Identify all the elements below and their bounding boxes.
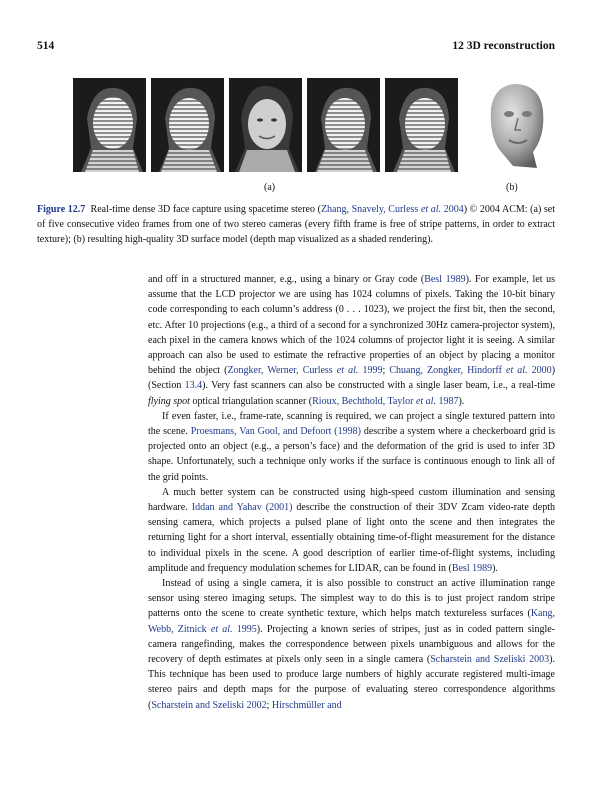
citation-link[interactable]: Zongker, Werner, Curless et al. 1999 bbox=[227, 365, 383, 377]
paragraph-1: and off in a structured manner, e.g., using a binary or Gray code (Besl 1989). For example, let us assume that the LCD projector we are using has 1024 columns of pixels. Taking the 10-bit binary code corresponding to each column’s address (0 . . . 1023), we project the first bit, then the second, etc. After 10 projections (e.g., a third of a second for a synchronized 30Hz camera-projector system), each pixel in the camera knows which of the 1024 columns of projector light it is seeing. A similar approach can also be used to estimate the refractive properties of an object by placing a monitor behind the object (Zongker, Werner, Curless et al. 1999; Chuang, Zongker, Hindorff et al. 2000) (Section 13.4). Very fast scanners can also be constructed with a single laser beam, i.e., a real-time flying spot optical triangulation scanner (Rioux, Bechthold, Taylor et al. 1987). bbox=[148, 274, 556, 407]
paragraph-4: Instead of using a single camera, it is also possible to construct an active illumination range sensor using stereo imaging setups. The simplest way to do this is to just project random stripe patterns onto the scene to create synthetic texture, which helps match textureless surfaces (Kang, Webb, Zitnick et al. 1995). Projecting a known series of stripes, just as in coded pattern single-camera rangefinding, makes the correspondence between pixels unambiguous and allows for the recovery of depth estimates at pixels only seen in a single camera (Scharstein and Szeliski 2003). This technique has been used to produce large numbers of highly accurate registered multi-image stereo pairs and depth maps for the purpose of evaluating stereo correspondence algorithms (Scharstein and Szeliski 2002; Hirschmüller and bbox=[148, 578, 555, 711]
video-frame-3-texture bbox=[229, 78, 302, 172]
citation-link[interactable]: Chuang, Zongker, Hindorff et al. 2000 bbox=[389, 365, 552, 377]
citation-link[interactable]: Proesmans, Van Gool, and Defoort (1998) bbox=[190, 426, 361, 438]
citation-link[interactable]: Rioux, Bechthold, Taylor et al. 1987 bbox=[312, 395, 459, 407]
chapter-title: 12 3D reconstruction bbox=[452, 40, 555, 52]
paragraph-3: A much better system can be constructed using high-speed custom illumination and sensing hardware. Iddan and Yahav (2001) describe the construction of their 3DV Zcam video-rate depth sensing camera, which projects a pulsed plane of light onto the scene and then integrates the returning light for a short interval, essentially obtaining time-of-flight measurement for the distance to individual pixels in the scene. A good description of earlier time-of-flight systems, including amplitude and frequency modulation schemes for LIDAR, can be found in (Besl 1989). bbox=[148, 486, 556, 574]
3d-surface-model bbox=[477, 78, 553, 172]
section-link[interactable]: 13.4 bbox=[184, 380, 203, 392]
video-frame-4 bbox=[307, 78, 380, 172]
page-number: 514 bbox=[37, 40, 55, 52]
subfigure-label-a: (a) bbox=[264, 182, 276, 193]
citation-link[interactable]: Besl 1989 bbox=[451, 562, 493, 574]
figure-12-7-images bbox=[73, 78, 553, 172]
citation-link[interactable]: Scharstein and Szeliski 2003 bbox=[430, 654, 550, 666]
video-frame-5 bbox=[385, 78, 458, 172]
body-text bbox=[148, 272, 555, 713]
subfigure-label-b: (b) bbox=[506, 182, 518, 193]
video-frame-2 bbox=[151, 78, 224, 172]
citation-link[interactable]: Scharstein and Szeliski 2002 bbox=[151, 699, 267, 711]
paragraph-2: If even faster, i.e., frame-rate, scanning is required, we can project a single textured pattern into the scene. Proesmans, Van Gool, and Defoort (1998) describe a system where a checkerboard grid is projected onto an object (e.g., a person’s face) and the deformation of the grid is used to infer 3D shape. Unfortunately, such a technique only works if the surface is continuous enough to link all of the grid points. bbox=[148, 410, 555, 483]
caption-label: Figure 12.7 bbox=[37, 204, 86, 215]
citation-link[interactable]: Zhang, Snavely, Curless et al. 2004 bbox=[320, 204, 464, 215]
citation-link[interactable]: Hirschmüller and bbox=[271, 699, 342, 711]
citation-link[interactable]: Besl 1989 bbox=[424, 274, 466, 285]
citation-link[interactable]: Iddan and Yahav (2001) bbox=[191, 502, 293, 514]
citation-link[interactable]: Kang, Webb, Zitnick et al. 1995 bbox=[148, 608, 555, 635]
video-frame-1 bbox=[73, 78, 146, 172]
running-header bbox=[37, 40, 555, 54]
figure-caption: Figure 12.7 Real-time dense 3D face capture using spacetime stereo (Zhang, Snavely, Curless et al. 2004) © 2004 ACM: (a) set of five consecutive video frames from one of two stereo cameras (every fifth frame is free of stripe patterns, in order to extract texture); (b) resulting high-quality 3D surface model (depth map visualized as a shaded rendering). bbox=[37, 204, 556, 246]
